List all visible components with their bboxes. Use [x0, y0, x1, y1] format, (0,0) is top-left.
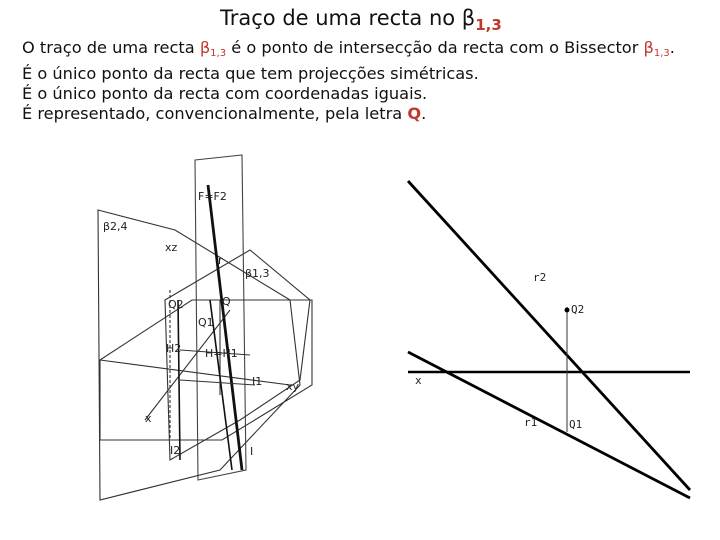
line-2: É o único ponto da recta que tem projecções simétricas. [22, 64, 479, 83]
line-4-q: Q [407, 104, 422, 123]
label-i: I [250, 445, 254, 458]
label-i1: I1 [252, 375, 263, 388]
label-q2: Q2 [168, 298, 184, 311]
line-1-sub: 1,3 [210, 48, 227, 59]
label-r2: r2 [533, 271, 547, 284]
label-x: x [145, 412, 152, 425]
line-r2 [408, 181, 690, 490]
line-4-part-c: . [421, 104, 427, 123]
line-3: É o único ponto da recta com coordenadas iguais. [22, 84, 428, 103]
label-q: Q [222, 295, 231, 308]
label-xy: xy [286, 380, 300, 393]
q2-point [565, 308, 570, 313]
label-r1: r1 [524, 416, 538, 429]
title-text: Traço de uma recta no β [220, 6, 476, 30]
line-r1 [408, 352, 690, 498]
label-beta13: β1,3 [245, 267, 270, 280]
line-1-beta-2: β [643, 38, 654, 57]
line-1-part-c: . [669, 38, 675, 57]
label-r: r [218, 254, 223, 267]
label-h-h1: H=H1 [205, 347, 238, 360]
label-i2: I2 [170, 444, 181, 457]
line-4-part-a: É representado, convencionalmente, pela letra [22, 104, 408, 123]
label-q2: Q2 [571, 303, 585, 316]
label-q1: Q1 [569, 418, 583, 431]
label-x-axis: x [415, 374, 422, 387]
line-1-part-b: é o ponto de intersecção da recta com o Bissector [226, 38, 644, 57]
title-subscript: 1,3 [475, 16, 502, 34]
label-beta24: β2,4 [103, 220, 128, 233]
line-1-part-a: O traço de uma recta [22, 38, 200, 57]
label-f-f2: F=F2 [198, 190, 227, 203]
line-1-beta: β [199, 38, 211, 57]
label-q1: Q1 [198, 316, 214, 329]
label-h2: H2 [166, 342, 182, 355]
line-1-sub-2: 1,3 [653, 48, 670, 59]
label-xz: xz [165, 241, 178, 254]
